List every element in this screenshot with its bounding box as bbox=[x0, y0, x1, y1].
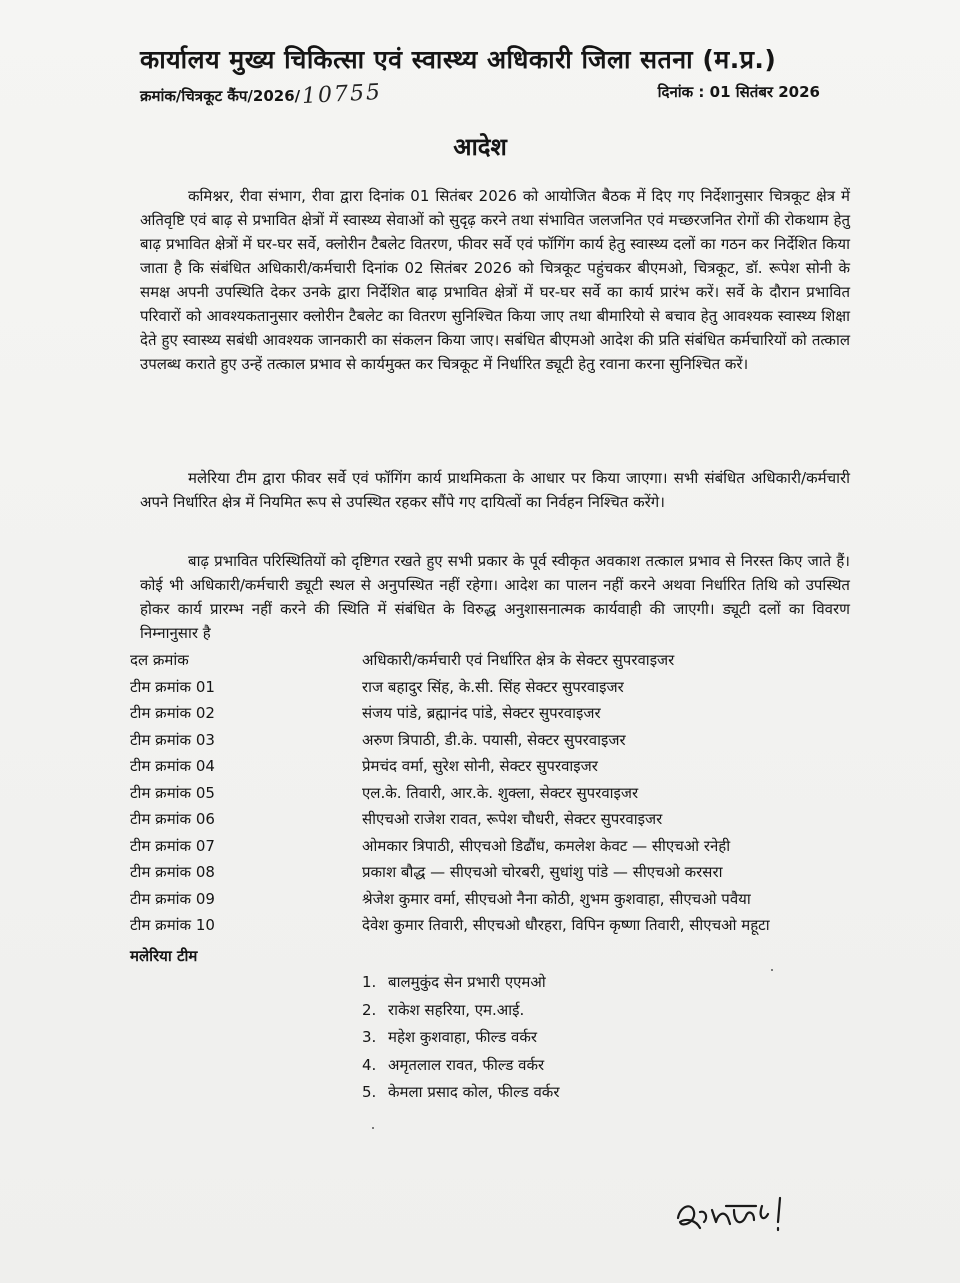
reference-number-prefix: क्रमांक/चित्रकूट कैंप/2026/ bbox=[140, 87, 301, 105]
team-number: टीम क्रमांक 03 bbox=[130, 730, 215, 749]
handwritten-signature bbox=[672, 1188, 802, 1238]
order-paragraph-3: बाढ़ प्रभावित परिस्थितियों को दृष्टिगत रखते हुए सभी प्रकार के पूर्व स्वीकृत अवकाश तत्काल प्रभाव से निरस्त किए जाते हैं। कोई भी अधिकारी/कर्मचारी ड्यूटी स्थल से अनुपस्थित नहीं रहेगा। आदेश का पालन नहीं करने अथवा निर्धारित तिथि को उपस्थित होकर कार्य प्रारम्भ नहीं करने की स्थिति में संबंधित के विरुद्ध अनुशासनात्मक कार्यवाही की जाएगी। ड्यूटी दलों का विवरण निम्नानुसार है bbox=[140, 552, 850, 642]
team-number: टीम क्रमांक 02 bbox=[130, 704, 215, 722]
order-paragraph-2: मलेरिया टीम द्वारा फीवर सर्वे एवं फॉगिंग कार्य प्राथमिकता के आधार पर किया जाएगा। सभी संबंधित अधिकारी/कर्मचारी अपने निर्धारित क्षेत्र में नियमित रूप से उपस्थित रहकर सौंपे गए दायित्वों का निर्वहन निश्चित करेंगे। bbox=[140, 469, 850, 511]
malaria-team-heading: मलेरिया टीम bbox=[130, 947, 198, 965]
team-row bbox=[130, 862, 870, 889]
team-row bbox=[130, 703, 870, 730]
list-item-text: महेश कुशवाहा, फील्ड वर्कर bbox=[388, 1028, 537, 1046]
team-row bbox=[130, 915, 870, 942]
team-table-header bbox=[130, 650, 870, 677]
list-item bbox=[362, 1000, 559, 1028]
list-item-number: 2. bbox=[362, 1000, 377, 1019]
team-row bbox=[130, 889, 870, 916]
scan-speck bbox=[771, 969, 773, 971]
order-date: दिनांक : 01 सितंबर 2026 bbox=[657, 83, 820, 101]
order-heading: आदेश bbox=[453, 133, 507, 161]
team-number: टीम क्रमांक 04 bbox=[130, 757, 215, 775]
team-members: प्रेमचंद वर्मा, सुरेश सोनी, सेक्टर सुपरवाइजर bbox=[362, 757, 598, 775]
team-members: देवेश कुमार तिवारी, सीएचओ धौरहरा, विपिन कृष्णा तिवारी, सीएचओ महूटा bbox=[362, 916, 770, 934]
handwritten-reference-number: 10755 bbox=[301, 79, 383, 110]
team-number: टीम क्रमांक 09 bbox=[130, 889, 215, 908]
team-number: टीम क्रमांक 10 bbox=[130, 916, 215, 934]
team-members: संजय पांडे, ब्रह्मानंद पांडे, सेक्टर सुपरवाइजर bbox=[362, 704, 601, 722]
team-members: राज बहादुर सिंह, के.सी. सिंह सेक्टर सुपरवाइजर bbox=[362, 677, 624, 696]
team-row bbox=[130, 730, 870, 757]
team-row bbox=[130, 756, 870, 783]
list-item bbox=[362, 1055, 559, 1083]
team-row bbox=[130, 783, 870, 810]
reference-row bbox=[140, 79, 820, 110]
team-table bbox=[130, 650, 870, 942]
team-members: श्रेजेश कुमार वर्मा, सीएचओ नैना कोठी, शुभम कुशवाहा, सीएचओ पवैया bbox=[362, 889, 751, 908]
list-item-text: केमला प्रसाद कोल, फील्ड वर्कर bbox=[388, 1083, 560, 1101]
team-members: सीएचओ राजेश रावत, रूपेश चौधरी, सेक्टर सुपरवाइजर bbox=[362, 810, 663, 828]
team-members: एल.के. तिवारी, आर.के. शुक्ला, सेक्टर सुपरवाइजर bbox=[362, 783, 639, 802]
team-row bbox=[130, 836, 870, 863]
list-item bbox=[362, 1027, 559, 1055]
malaria-team-list bbox=[362, 972, 559, 1110]
team-header-number: दल क्रमांक bbox=[130, 651, 189, 669]
team-header-members: अधिकारी/कर्मचारी एवं निर्धारित क्षेत्र के सेक्टर सुपरवाइजर bbox=[362, 651, 675, 669]
team-members: प्रकाश बौद्ध — सीएचओ चोरबरी, सुधांशु पांडे — सीएचओ करसरा bbox=[362, 863, 723, 881]
list-item-text: अमृतलाल रावत, फील्ड वर्कर bbox=[388, 1055, 545, 1074]
order-paragraph-1: कमिश्नर, रीवा संभाग, रीवा द्वारा दिनांक 01 सितंबर 2026 को आयोजित बैठक में दिए गए निर्देशानुसार चित्रकूट क्षेत्र में अतिवृष्टि एवं बाढ़ से प्रभावित क्षेत्रों में स्वास्थ्य सेवाओं को सुदृढ़ करने तथा संभावित जलजनित एवं मच्छरजनित रोगों की रोकथाम हेतु बाढ़ प्रभावित क्षेत्रों में घर-घर सर्वे, क्लोरीन टैबलेट वितरण, फीवर सर्वे एवं फॉगिंग कार्य हेतु स्वास्थ्य दलों का गठन कर निर्देशित किया जाता है कि संबंधित अधिकारी/कर्मचारी दिनांक 02 सितंबर 2026 को चित्रकूट पहुंचकर बीएमओ, चित्रकूट, डॉ. रूपेश सोनी के समक्ष अपनी उपस्थिति देकर उनके द्वारा निर्देशित बाढ़ प्रभावित क्षेत्रों में घर-घर सर्वे का कार्य प्रारंभ करें। सर्वे के दौरान प्रभावित परिवारों को आवश्यकतानुसार क्लोरीन टैबलेट का वितरण सुनिश्चित किया जाए तथा बीमारियो से बचाव हेतु आवश्यक स्वास्थ्य शिक्षा देते हुए स्वास्थ्य सबंधी आवश्यक जानकारी का संकलन किया जाए। सबंधित बीएमओ आदेश की प्रति संबंधित कर्मचारियों को तत्काल उपलब्ध कराते हुए उन्हें तत्काल प्रभाव से कार्यमुक्त कर चित्रकूट में निर्धारित ड्यूटी हेतु रवाना करना सुनिश्चित करें। bbox=[140, 187, 850, 373]
team-members: ओमकार त्रिपाठी, सीएचओ डिढौंध, कमलेश केवट — सीएचओ रनेही bbox=[362, 836, 731, 855]
team-members: अरुण त्रिपाठी, डी.के. पयासी, सेक्टर सुपरवाइजर bbox=[362, 730, 626, 749]
list-item-text: राकेश सहरिया, एम.आई. bbox=[388, 1000, 525, 1019]
office-title: कार्यालय मुख्य चिकित्सा एवं स्वास्थ्य अधिकारी जिला सतना (म.प्र.) bbox=[140, 45, 777, 74]
list-item-number: 1. bbox=[362, 973, 377, 991]
list-item-number: 5. bbox=[362, 1083, 377, 1101]
team-number: टीम क्रमांक 07 bbox=[130, 836, 215, 855]
team-number: टीम क्रमांक 08 bbox=[130, 863, 215, 881]
team-row bbox=[130, 809, 870, 836]
team-number: टीम क्रमांक 05 bbox=[130, 783, 215, 802]
team-number: टीम क्रमांक 06 bbox=[130, 810, 215, 828]
list-item-number: 4. bbox=[362, 1055, 377, 1074]
list-item-number: 3. bbox=[362, 1028, 377, 1046]
list-item-text: बालमुकुंद सेन प्रभारी एएमओ bbox=[388, 973, 546, 991]
team-row bbox=[130, 677, 870, 704]
team-number: टीम क्रमांक 01 bbox=[130, 677, 215, 696]
scan-speck bbox=[372, 1127, 374, 1129]
list-item bbox=[362, 1082, 559, 1110]
list-item bbox=[362, 972, 559, 1000]
